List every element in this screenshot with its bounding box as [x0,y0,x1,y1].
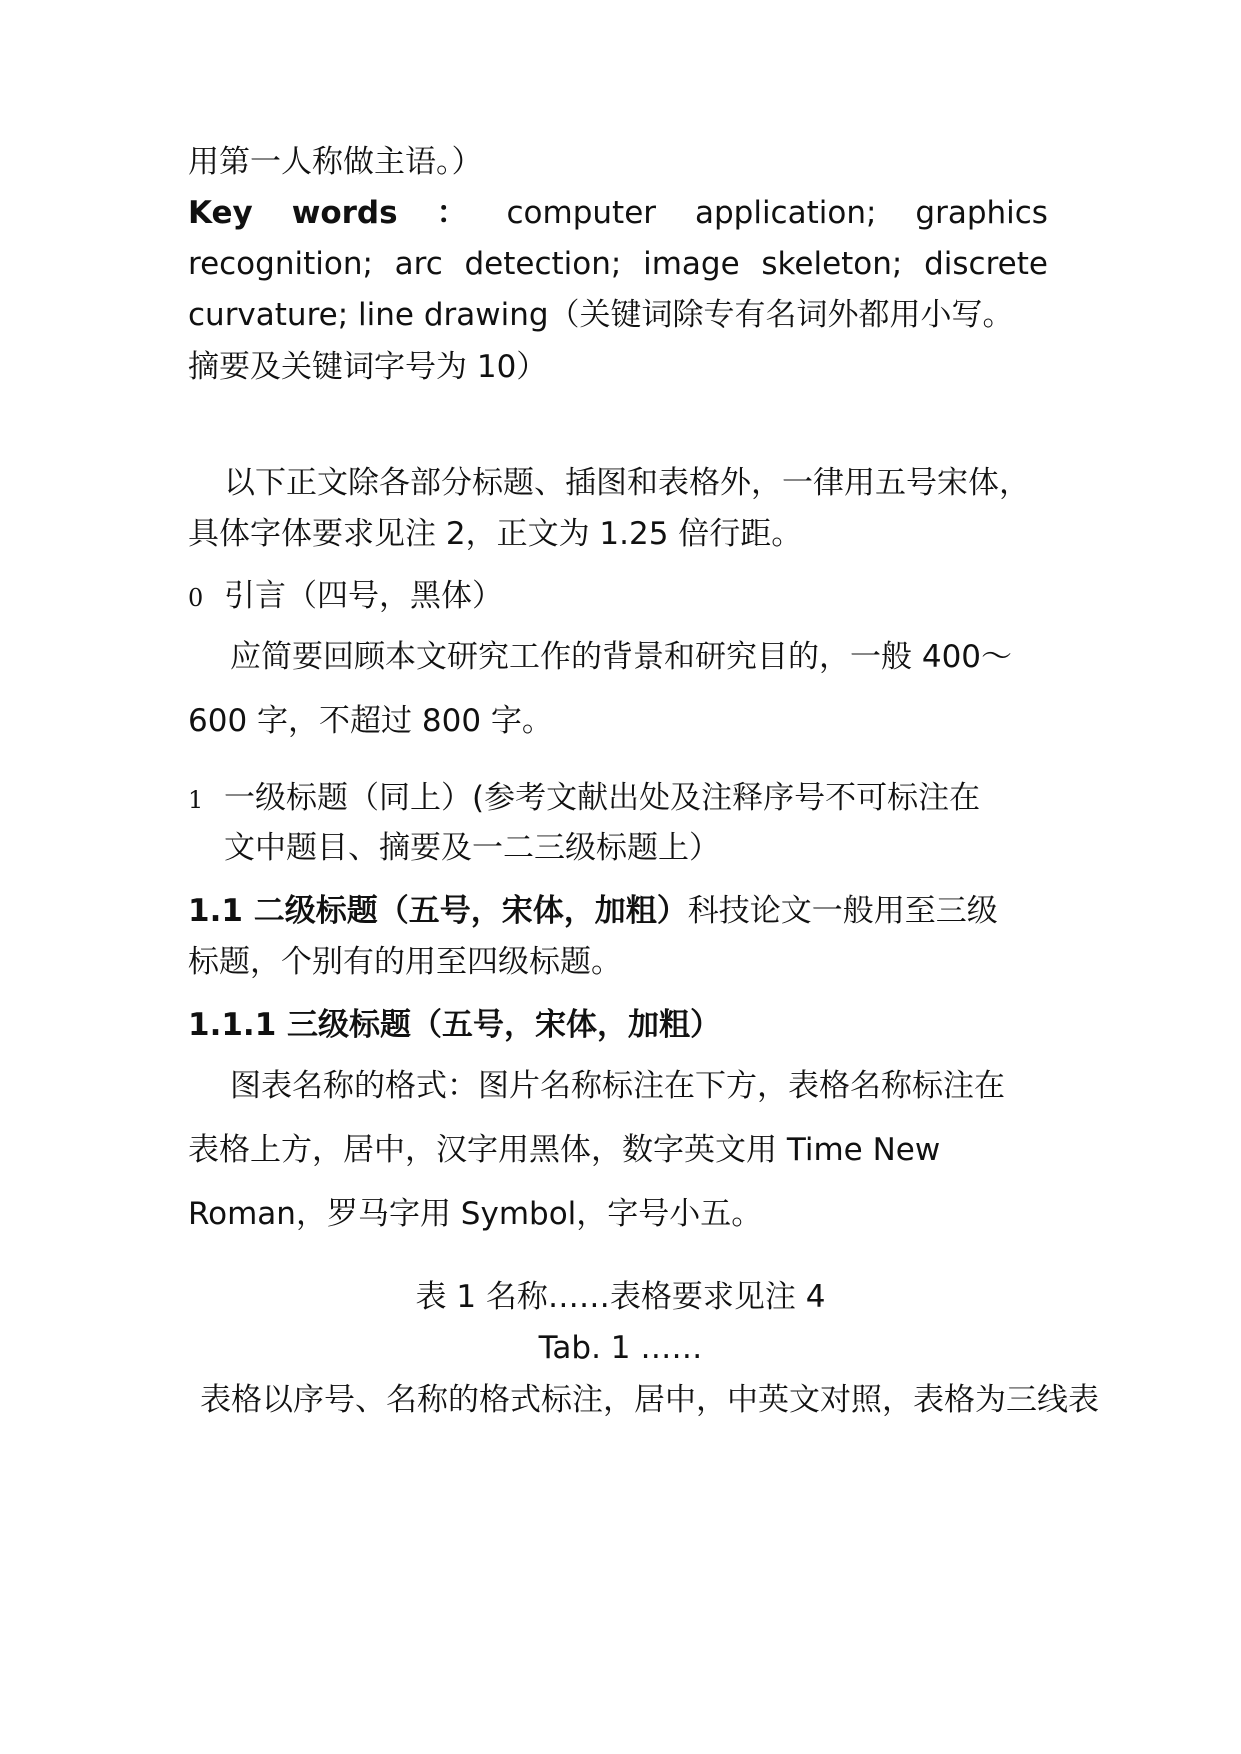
keywords-line-4: 摘要及关键词字号为 10） [188,349,548,385]
section-1-title-line-2: 文中题目、摘要及一二三级标题上） [224,830,720,866]
keywords-label-key: Key [188,195,253,231]
keyword-term: image [643,246,740,282]
section-0-heading [188,576,1048,618]
section-1-1-heading: 1.1 二级标题（五号，宋体，加粗） [188,893,688,929]
keyword-term: computer [506,195,657,231]
table-caption-en: Tab. 1 …… [538,1330,703,1366]
section-1-number: 1 [188,786,204,814]
keyword-term: recognition; [188,246,373,282]
section-1-1-1-para-line-3: Roman，罗马字用 Symbol，字号小五。 [188,1196,763,1232]
section-0-para-line-1: 应简要回顾本文研究工作的背景和研究目的，一般 400～ [230,639,1013,675]
body-note-line-2: 具体字体要求见注 2，正文为 1.25 倍行距。 [188,516,803,552]
section-1-1-line-1 [188,891,1048,931]
keyword-term: application; [694,195,877,231]
table-caption-cn: 表 1 名称……表格要求见注 4 [415,1279,826,1315]
keyword-term: detection; [464,246,622,282]
section-1-1-1-para-line-2: 表格上方，居中，汉字用黑体，数字英文用 Time New [188,1132,941,1168]
section-1-1-1-para-line-1: 图表名称的格式：图片名称标注在下方，表格名称标注在 [230,1068,1005,1104]
section-1-title-line-1: 一级标题（同上）(参考文献出处及注释序号不可标注在 [224,780,981,816]
section-1-1-line-2: 标题，个别有的用至四级标题。 [188,944,622,980]
keywords-line-1 [188,193,1048,233]
section-1-1-1-heading: 1.1.1 三级标题（五号，宋体，加粗） [188,1007,722,1043]
body-note-line-1: 以下正文除各部分标题、插图和表格外，一律用五号宋体， [224,465,1030,501]
section-0-title: 引言（四号，黑体） [224,578,503,614]
keyword-term: arc [394,246,443,282]
keywords-colon: ： [436,195,468,231]
keyword-term: skeleton; [761,246,903,282]
table-caption-note: 表格以序号、名称的格式标注，居中，中英文对照，表格为三线表 [200,1382,1099,1418]
abstract-tail: 用第一人称做主语。） [188,144,483,180]
keyword-term: discrete [924,246,1048,282]
keyword-term: graphics [915,195,1048,231]
keywords-label-words: words [291,195,398,231]
section-0-number: 0 [188,584,204,612]
section-1-1-text: 科技论文一般用至三级 [687,893,998,929]
keywords-line-2 [188,244,1048,284]
keywords-line-3: curvature; line drawing（关键词除专有名词外都用小写。 [188,297,1014,333]
section-1-heading [188,778,1048,820]
section-0-para-line-2: 600 字，不超过 800 字。 [188,703,553,739]
